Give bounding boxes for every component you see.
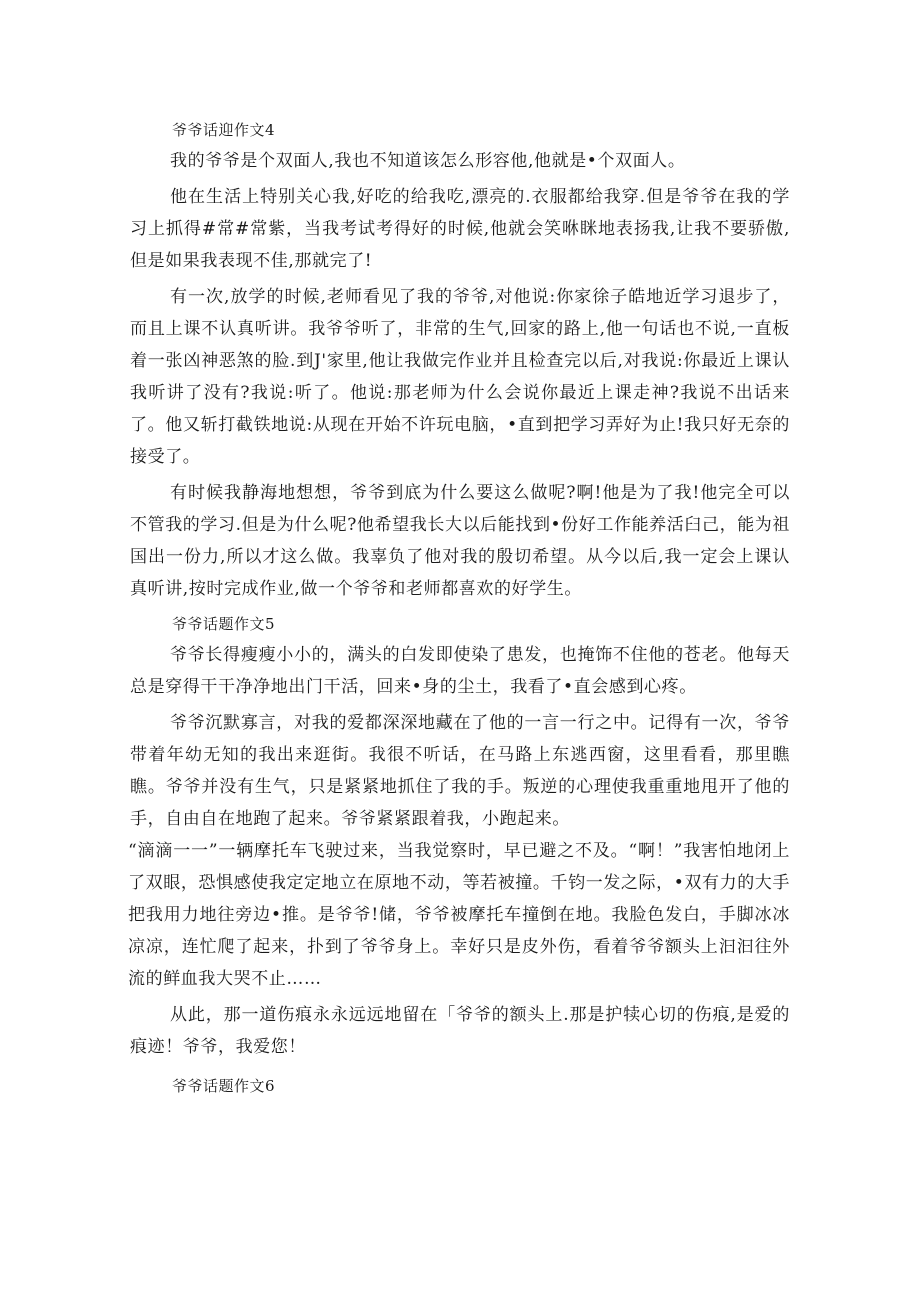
section-title: 爷爷话题作文5 xyxy=(172,615,276,633)
paragraph: 有时候我静海地想想，爷爷到底为什么要这么做呢?啊!他是为了我!他完全可以不管我的学习.但是为什么呢?他希望我长大以后能找到•份好工作能养活臼己，能为祖国出一份力,所以才这么做。我辜负了他对我的殷切希望。从今以后,我一定会上课认真听讲,按时完成作业,做一个爷爷和老师都喜欢的好学生。 xyxy=(130,483,790,599)
paragraph: 他在生活上特别关心我,好吃的给我吃,漂亮的.衣服都给我穿.但是爷爷在我的学习上抓得#常#常紫，当我考试考得好的时候,他就会笑咻眯地表扬我,让我不要骄傲,但是如果我表现不佳,那就完了! xyxy=(130,187,790,271)
paragraph: “滴滴一一”一辆摩托车飞驶过来，当我觉察时，早已避之不及。“啊！”我害怕地闭上了双眼，恐惧感使我定定地立在原地不动，等若被撞。千钧一发之际，•双有力的大手把我用力地往旁边•推。是爷爷!储，爷爷被摩托车撞倒在地。我脸色发白，手脚冰冰凉凉，连忙爬了起来，扑到了爷爷身上。幸好只是皮外伤，看着爷爷额头上汩汩往外流的鲜血我大哭不止…… xyxy=(128,841,790,989)
paragraph: 我的爷爷是个双面人,我也不知道该怎么形容他,他就是•个双面人。 xyxy=(170,151,686,171)
document-page xyxy=(130,115,790,1101)
paragraph: 从此，那一道伤痕永永远远地留在「爷爷的额头上.那是护犊心切的伤痕,是爱的痕迹！爷爷，我爱您！ xyxy=(130,1005,790,1057)
paragraph: 有一次,放学的时候,老师看见了我的爷爷,对他说:你家徐子皓地近学习退步了，而且上课不认真听讲。我爷爷听了，非常的生气,回家的路上,他一句话也不说,一直板着一张凶神恶煞的脸.到J'家里,他让我做完作业并且检查完以后,对我说:你最近上课认我听讲了没有?我说:听了。他说:那老师为什么会说你最近上课走神?我说不出话来了。他又斩打截铁地说:从现在开始不许玩电脑，•直到把学习弄好为止!我只好无奈的接受了。 xyxy=(130,287,790,467)
paragraph: 爷爷长得瘦瘦小小的，满头的白发即使染了患发，也掩饰不住他的苍老。他每天总是穿得干干净净地出门干活，回来•身的尘土，我看了•直会感到心疼。 xyxy=(130,645,790,697)
section-title: 爷爷话题作文6 xyxy=(172,1077,276,1095)
section-title: 爷爷话迎作文4 xyxy=(172,121,276,139)
paragraph: 爷爷沉默寡言，对我的爱都深深地藏在了他的一言一行之中。记得有一次，爷爷带着年幼无知的我出来逛街。我很不听话，在马路上东逃西窗，这里看看，那里瞧瞧。爷爷并没有生气，只是紧紧地抓住了我的手。叛逆的心理使我重重地甩开了他的手，自由自在地跑了起来。爷爷紧紧跟着我，小跑起来。 xyxy=(130,713,790,829)
